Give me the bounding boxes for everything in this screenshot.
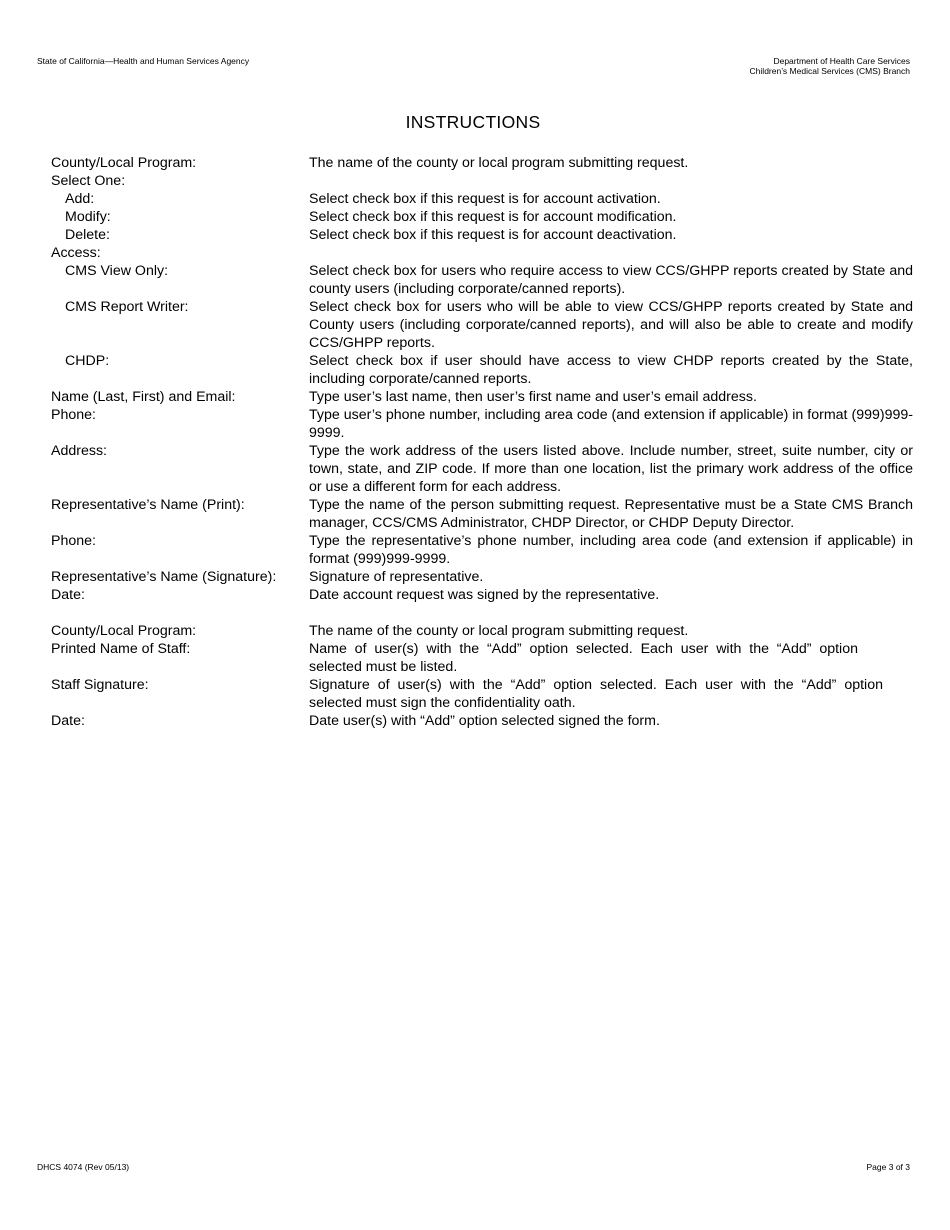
instruction-desc: Date user(s) with “Add” option selected signed the form. xyxy=(309,713,660,729)
instruction-desc xyxy=(309,244,913,262)
instruction-row xyxy=(51,676,913,712)
instruction-label: County/Local Program: xyxy=(51,155,197,171)
instruction-row xyxy=(51,568,913,586)
instruction-desc: Type the representative’s phone number, including area code (and extension if applicable) in format (999)999-9999. xyxy=(309,533,913,567)
instruction-row xyxy=(51,244,913,262)
instruction-row xyxy=(51,352,913,388)
instruction-desc: Type the work address of the users listed above. Include number, street, suite number, city or town, state, and ZIP code. If more than one location, list the primary work address of the office or use a different form for each address. xyxy=(309,443,913,495)
instruction-label: Name (Last, First) and Email: xyxy=(51,389,236,405)
instruction-row xyxy=(51,622,913,640)
instruction-row xyxy=(51,388,913,406)
instructions-list xyxy=(51,154,913,730)
instruction-row xyxy=(51,262,913,298)
instruction-label: Printed Name of Staff: xyxy=(51,641,191,657)
instruction-desc: Select check box for users who require access to view CCS/GHPP reports created by State and county users (including corporate/canned reports). xyxy=(309,263,913,297)
instruction-desc: The name of the county or local program submitting request. xyxy=(309,155,689,171)
instruction-row xyxy=(51,190,913,208)
instruction-label: Delete: xyxy=(65,227,110,243)
instruction-row xyxy=(51,496,913,532)
instruction-label: CHDP: xyxy=(65,353,110,369)
instruction-desc: Type the name of the person submitting request. Representative must be a State CMS Branch manager, CCS/CMS Administrator, CHDP Director, or CHDP Deputy Director. xyxy=(309,497,913,531)
instruction-desc: Type user’s phone number, including area code (and extension if applicable) in format (999)999-9999. xyxy=(309,407,913,441)
instruction-label: Select One: xyxy=(51,173,126,189)
instruction-desc: Signature of user(s) with the “Add” option selected. Each user with the “Add” option selected must sign the confidentiality oath. xyxy=(309,677,883,711)
instruction-label: Representative’s Name (Print): xyxy=(51,497,245,513)
instruction-label: Add: xyxy=(65,191,95,207)
instruction-row xyxy=(51,154,913,172)
footer-page-number: Page 3 of 3 xyxy=(866,1162,910,1172)
header-department: Department of Health Care Services xyxy=(773,56,910,66)
instruction-label: Address: xyxy=(51,443,107,459)
instruction-desc: The name of the county or local program submitting request. xyxy=(309,623,689,639)
instruction-label: Date: xyxy=(51,713,85,729)
instruction-label: Access: xyxy=(51,245,101,261)
instruction-desc: Name of user(s) with the “Add” option selected. Each user with the “Add” option selected must be listed. xyxy=(309,641,858,675)
instruction-row xyxy=(51,640,913,676)
instruction-label: CMS Report Writer: xyxy=(65,299,189,315)
instruction-label: CMS View Only: xyxy=(65,263,169,279)
instruction-row xyxy=(51,208,913,226)
instruction-row xyxy=(51,532,913,568)
instruction-label: Phone: xyxy=(51,533,96,549)
instruction-label: Representative’s Name (Signature): xyxy=(51,569,277,585)
instruction-desc: Select check box if this request is for account deactivation. xyxy=(309,227,677,243)
header-agency: State of California—Health and Human Services Agency xyxy=(37,56,250,66)
instruction-row xyxy=(51,586,913,604)
instruction-desc: Select check box if this request is for account activation. xyxy=(309,191,661,207)
header-branch: Children’s Medical Services (CMS) Branch xyxy=(749,66,910,76)
header-department-block xyxy=(750,56,910,76)
instruction-desc: Signature of representative. xyxy=(309,569,484,585)
instruction-desc: Date account request was signed by the representative. xyxy=(309,587,660,603)
instruction-label: Modify: xyxy=(65,209,111,225)
instruction-row xyxy=(51,712,913,730)
instruction-label: Phone: xyxy=(51,407,96,423)
instruction-desc: Select check box if this request is for account modification. xyxy=(309,209,677,225)
instruction-row xyxy=(51,172,913,190)
instruction-row xyxy=(51,226,913,244)
instruction-label: Date: xyxy=(51,587,85,603)
instruction-desc: Select check box for users who will be able to view CCS/GHPP reports created by State and County users (including corporate/canned reports), and will also be able to create and modify CCS/GHPP reports. xyxy=(309,299,913,351)
instruction-label: County/Local Program: xyxy=(51,623,197,639)
instruction-label: Staff Signature: xyxy=(51,677,149,693)
page-title: INSTRUCTIONS xyxy=(405,112,541,132)
instruction-desc: Type user’s last name, then user’s first name and user’s email address. xyxy=(309,389,757,405)
instruction-desc xyxy=(309,172,913,190)
instruction-row xyxy=(51,442,913,496)
instruction-desc: Select check box if user should have access to view CHDP reports created by the State, including corporate/canned reports. xyxy=(309,353,913,387)
instruction-row xyxy=(51,406,913,442)
section-spacer xyxy=(51,604,913,622)
instruction-row xyxy=(51,298,913,352)
footer-form-id: DHCS 4074 (Rev 05/13) xyxy=(37,1162,130,1172)
